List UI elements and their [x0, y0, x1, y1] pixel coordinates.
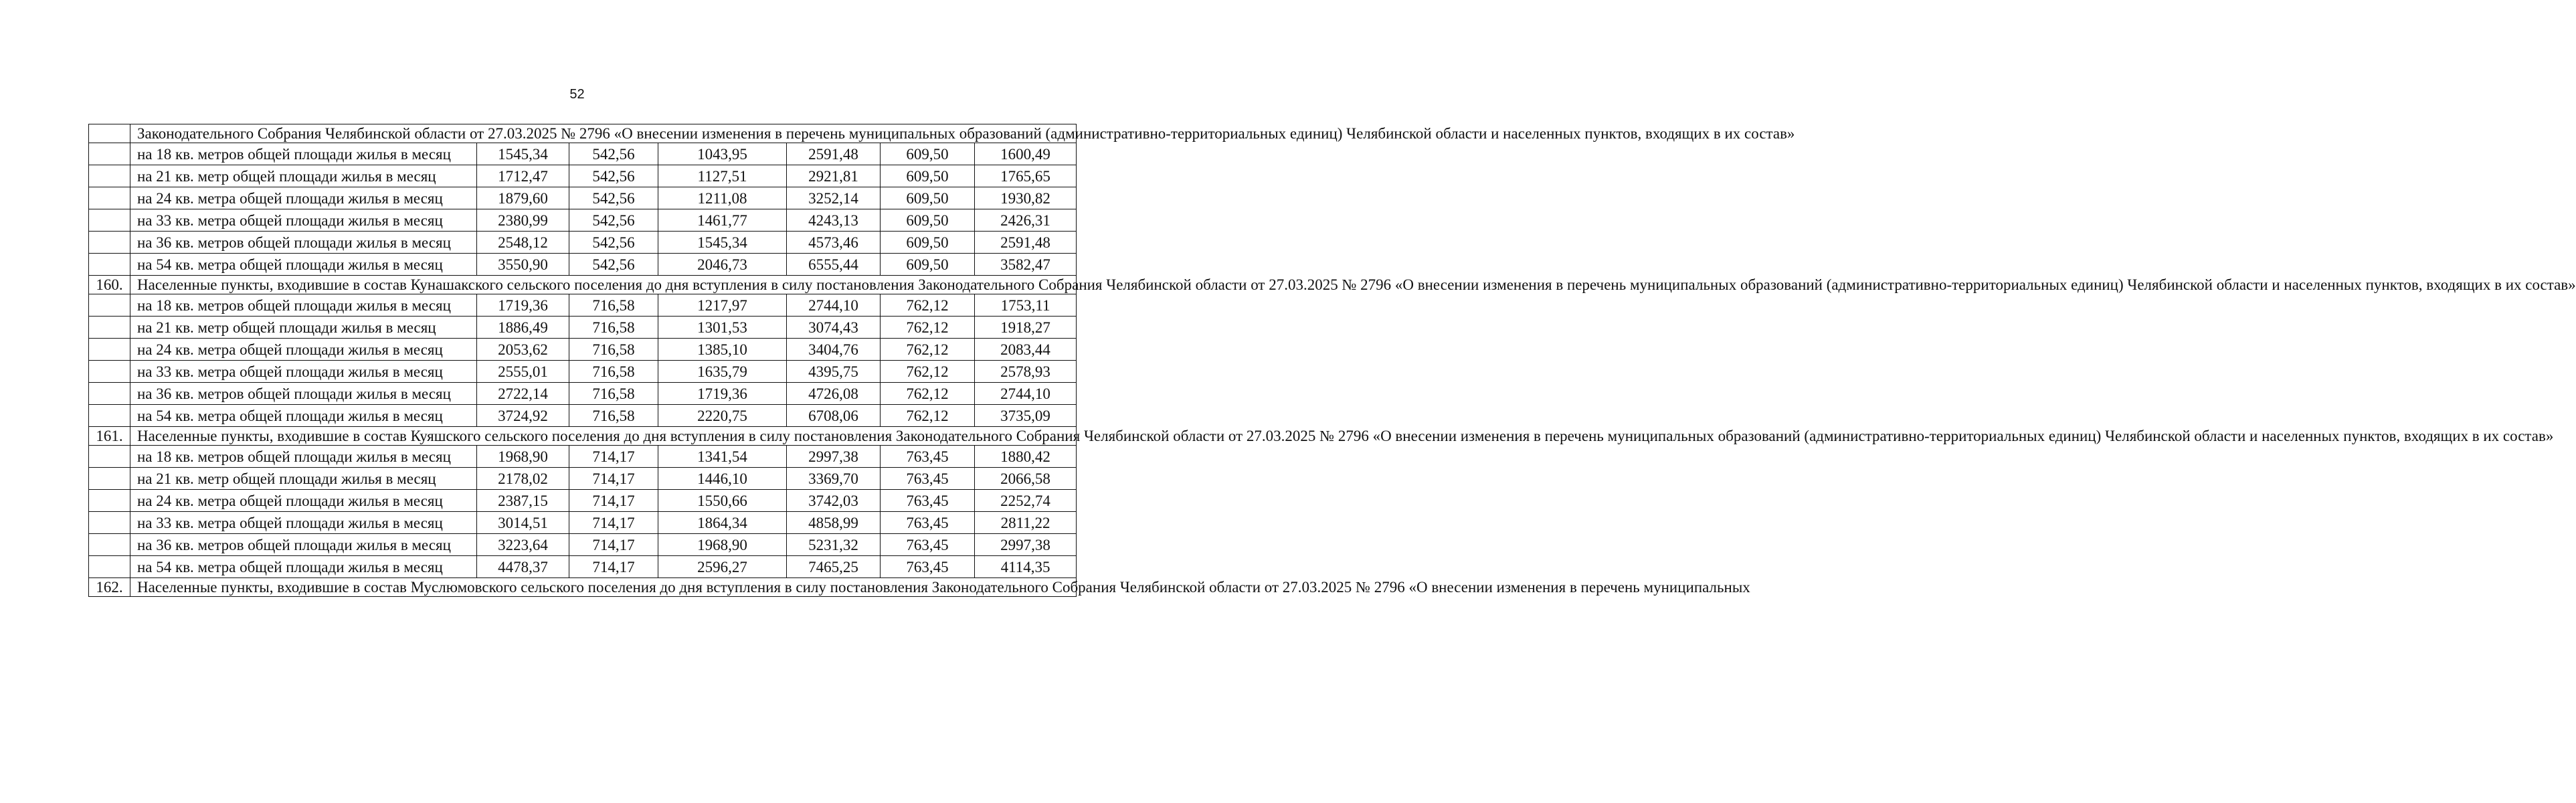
- value-cell: 4573,46: [787, 232, 881, 254]
- value-cell: 3074,43: [787, 317, 881, 339]
- value-cell: 2997,38: [975, 534, 1077, 556]
- value-cell: 1461,77: [658, 209, 787, 232]
- row-label: на 54 кв. метра общей площади жилья в месяц: [130, 254, 477, 276]
- value-cell: 1753,11: [975, 294, 1077, 317]
- value-cell: 762,12: [881, 383, 975, 405]
- value-cell: 716,58: [569, 361, 658, 383]
- value-cell: 4478,37: [477, 556, 569, 578]
- value-cell: 762,12: [881, 405, 975, 427]
- row-number-empty: [89, 512, 130, 534]
- table-row: [89, 383, 1077, 405]
- value-cell: 762,12: [881, 317, 975, 339]
- table-row: [89, 143, 1077, 165]
- row-label: на 21 кв. метр общей площади жилья в месяц: [130, 317, 477, 339]
- value-cell: 1217,97: [658, 294, 787, 317]
- value-cell: 609,50: [881, 165, 975, 187]
- value-cell: 1886,49: [477, 317, 569, 339]
- value-cell: 763,45: [881, 446, 975, 468]
- value-cell: 1864,34: [658, 512, 787, 534]
- row-label: на 24 кв. метра общей площади жилья в месяц: [130, 490, 477, 512]
- row-number: 162.: [89, 578, 130, 597]
- row-number-empty: [89, 405, 130, 427]
- value-cell: 3735,09: [975, 405, 1077, 427]
- section-header-row: [89, 427, 1077, 446]
- row-label: на 36 кв. метров общей площади жилья в месяц: [130, 383, 477, 405]
- table-row: [89, 317, 1077, 339]
- value-cell: 2220,75: [658, 405, 787, 427]
- table-row: [89, 361, 1077, 383]
- value-cell: 609,50: [881, 187, 975, 209]
- value-cell: 2596,27: [658, 556, 787, 578]
- value-cell: 2046,73: [658, 254, 787, 276]
- table-row: [89, 294, 1077, 317]
- table-row: [89, 339, 1077, 361]
- value-cell: 2722,14: [477, 383, 569, 405]
- value-cell: 1719,36: [658, 383, 787, 405]
- row-number-empty: [89, 361, 130, 383]
- row-label: на 33 кв. метра общей площади жилья в месяц: [130, 361, 477, 383]
- value-cell: 2380,99: [477, 209, 569, 232]
- value-cell: 609,50: [881, 232, 975, 254]
- value-cell: 2066,58: [975, 468, 1077, 490]
- table-body: [89, 124, 2576, 597]
- value-cell: 2591,48: [975, 232, 1077, 254]
- value-cell: 3404,76: [787, 339, 881, 361]
- row-number-empty: [89, 468, 130, 490]
- section-header-row: [89, 124, 1077, 143]
- value-cell: 1930,82: [975, 187, 1077, 209]
- row-label: на 36 кв. метров общей площади жилья в месяц: [130, 232, 477, 254]
- row-number-empty: [89, 490, 130, 512]
- table-row: [89, 468, 1077, 490]
- value-cell: 3724,92: [477, 405, 569, 427]
- value-cell: 1968,90: [477, 446, 569, 468]
- value-cell: 1341,54: [658, 446, 787, 468]
- row-number: 161.: [89, 427, 130, 446]
- value-cell: 1600,49: [975, 143, 1077, 165]
- value-cell: 1043,95: [658, 143, 787, 165]
- table-row: [89, 405, 1077, 427]
- value-cell: 714,17: [569, 534, 658, 556]
- section-description: Населенные пункты, входившие в состав Куяшского сельского поселения до дня вступления в силу постановления Законодательного Собрания Челябинской области от 27.03.2025 № 2796 «О внесении изменения в перечень муниципальных образований (административно-территориальных единиц) Челябинской области и населенных пунктов, входящих в их состав»: [130, 427, 1077, 446]
- row-label: на 18 кв. метров общей площади жилья в месяц: [130, 143, 477, 165]
- value-cell: 762,12: [881, 361, 975, 383]
- value-cell: 2591,48: [787, 143, 881, 165]
- value-cell: 1918,27: [975, 317, 1077, 339]
- value-cell: 4726,08: [787, 383, 881, 405]
- value-cell: 2578,93: [975, 361, 1077, 383]
- value-cell: 716,58: [569, 317, 658, 339]
- row-label: на 24 кв. метра общей площади жилья в месяц: [130, 339, 477, 361]
- row-number: 160.: [89, 276, 130, 294]
- row-number-empty: [89, 317, 130, 339]
- tariff-table: [88, 124, 2576, 597]
- row-label: на 21 кв. метр общей площади жилья в месяц: [130, 468, 477, 490]
- row-number-empty: [89, 339, 130, 361]
- row-number-empty: [89, 383, 130, 405]
- value-cell: 542,56: [569, 143, 658, 165]
- value-cell: 609,50: [881, 209, 975, 232]
- table-row: [89, 534, 1077, 556]
- value-cell: 1880,42: [975, 446, 1077, 468]
- row-number-empty: [89, 294, 130, 317]
- table-row: [89, 187, 1077, 209]
- value-cell: 1968,90: [658, 534, 787, 556]
- row-label: на 54 кв. метра общей площади жилья в месяц: [130, 405, 477, 427]
- value-cell: 714,17: [569, 490, 658, 512]
- value-cell: 4114,35: [975, 556, 1077, 578]
- value-cell: 1635,79: [658, 361, 787, 383]
- value-cell: 1550,66: [658, 490, 787, 512]
- value-cell: 2921,81: [787, 165, 881, 187]
- value-cell: 6708,06: [787, 405, 881, 427]
- value-cell: 716,58: [569, 405, 658, 427]
- value-cell: 1712,47: [477, 165, 569, 187]
- table-row: [89, 232, 1077, 254]
- value-cell: 2744,10: [975, 383, 1077, 405]
- value-cell: 714,17: [569, 556, 658, 578]
- value-cell: 542,56: [569, 209, 658, 232]
- row-label: на 18 кв. метров общей площади жилья в месяц: [130, 294, 477, 317]
- row-number-empty: [89, 556, 130, 578]
- value-cell: 609,50: [881, 143, 975, 165]
- table-row: [89, 556, 1077, 578]
- section-description: Законодательного Собрания Челябинской области от 27.03.2025 № 2796 «О внесении изменения в перечень муниципальных образований (административно-территориальных единиц) Челябинской области и населенных пунктов, входящих в их состав»: [130, 124, 1077, 143]
- section-description: Населенные пункты, входившие в состав Кунашакского сельского поселения до дня вступления в силу постановления Законодательного Собрания Челябинской области от 27.03.2025 № 2796 «О внесении изменения в перечень муниципальных образований (административно-территориальных единиц) Челябинской области и населенных пунктов, входящих в их состав»: [130, 276, 1077, 294]
- value-cell: 762,12: [881, 339, 975, 361]
- row-label: на 54 кв. метра общей площади жилья в месяц: [130, 556, 477, 578]
- value-cell: 3582,47: [975, 254, 1077, 276]
- value-cell: 1719,36: [477, 294, 569, 317]
- table-row: [89, 209, 1077, 232]
- row-number-empty: [89, 446, 130, 468]
- section-header-row: [89, 578, 1077, 597]
- value-cell: 4395,75: [787, 361, 881, 383]
- table-row: [89, 490, 1077, 512]
- value-cell: 714,17: [569, 512, 658, 534]
- value-cell: 2811,22: [975, 512, 1077, 534]
- value-cell: 2083,44: [975, 339, 1077, 361]
- value-cell: 1446,10: [658, 468, 787, 490]
- value-cell: 3369,70: [787, 468, 881, 490]
- value-cell: 2053,62: [477, 339, 569, 361]
- value-cell: 5231,32: [787, 534, 881, 556]
- value-cell: 2178,02: [477, 468, 569, 490]
- value-cell: 763,45: [881, 556, 975, 578]
- table-row: [89, 254, 1077, 276]
- value-cell: 1545,34: [658, 232, 787, 254]
- row-label: на 33 кв. метра общей площади жилья в месяц: [130, 209, 477, 232]
- value-cell: 7465,25: [787, 556, 881, 578]
- value-cell: 763,45: [881, 490, 975, 512]
- value-cell: 714,17: [569, 468, 658, 490]
- value-cell: 2426,31: [975, 209, 1077, 232]
- row-label: на 21 кв. метр общей площади жилья в месяц: [130, 165, 477, 187]
- value-cell: 2555,01: [477, 361, 569, 383]
- row-label: на 18 кв. метров общей площади жилья в месяц: [130, 446, 477, 468]
- value-cell: 3252,14: [787, 187, 881, 209]
- value-cell: 2744,10: [787, 294, 881, 317]
- page-number: 52: [569, 87, 585, 102]
- value-cell: 763,45: [881, 534, 975, 556]
- value-cell: 6555,44: [787, 254, 881, 276]
- value-cell: 2997,38: [787, 446, 881, 468]
- value-cell: 1765,65: [975, 165, 1077, 187]
- value-cell: 1301,53: [658, 317, 787, 339]
- value-cell: 609,50: [881, 254, 975, 276]
- value-cell: 1127,51: [658, 165, 787, 187]
- row-number-empty: [89, 209, 130, 232]
- value-cell: 3742,03: [787, 490, 881, 512]
- value-cell: 1879,60: [477, 187, 569, 209]
- value-cell: 4858,99: [787, 512, 881, 534]
- value-cell: 3014,51: [477, 512, 569, 534]
- value-cell: 2548,12: [477, 232, 569, 254]
- table-row: [89, 446, 1077, 468]
- value-cell: 4243,13: [787, 209, 881, 232]
- value-cell: 542,56: [569, 187, 658, 209]
- value-cell: 716,58: [569, 383, 658, 405]
- row-label: на 24 кв. метра общей площади жилья в месяц: [130, 187, 477, 209]
- value-cell: 1545,34: [477, 143, 569, 165]
- section-description: Населенные пункты, входившие в состав Муслюмовского сельского поселения до дня вступления в силу постановления Законодательного Собрания Челябинской области от 27.03.2025 № 2796 «О внесении изменения в перечень муниципальных: [130, 578, 1077, 597]
- value-cell: 542,56: [569, 232, 658, 254]
- value-cell: 542,56: [569, 165, 658, 187]
- row-number-empty: [89, 534, 130, 556]
- row-label: на 36 кв. метров общей площади жилья в месяц: [130, 534, 477, 556]
- row-number: [89, 124, 130, 143]
- value-cell: 2252,74: [975, 490, 1077, 512]
- section-header-row: [89, 276, 1077, 294]
- value-cell: 716,58: [569, 339, 658, 361]
- row-label: на 33 кв. метра общей площади жилья в месяц: [130, 512, 477, 534]
- table-row: [89, 512, 1077, 534]
- value-cell: 763,45: [881, 468, 975, 490]
- value-cell: 763,45: [881, 512, 975, 534]
- value-cell: 542,56: [569, 254, 658, 276]
- row-number-empty: [89, 254, 130, 276]
- value-cell: 3550,90: [477, 254, 569, 276]
- value-cell: 3223,64: [477, 534, 569, 556]
- row-number-empty: [89, 165, 130, 187]
- value-cell: 714,17: [569, 446, 658, 468]
- value-cell: 716,58: [569, 294, 658, 317]
- value-cell: 1385,10: [658, 339, 787, 361]
- value-cell: 762,12: [881, 294, 975, 317]
- row-number-empty: [89, 143, 130, 165]
- row-number-empty: [89, 232, 130, 254]
- row-number-empty: [89, 187, 130, 209]
- table-row: [89, 165, 1077, 187]
- value-cell: 2387,15: [477, 490, 569, 512]
- value-cell: 1211,08: [658, 187, 787, 209]
